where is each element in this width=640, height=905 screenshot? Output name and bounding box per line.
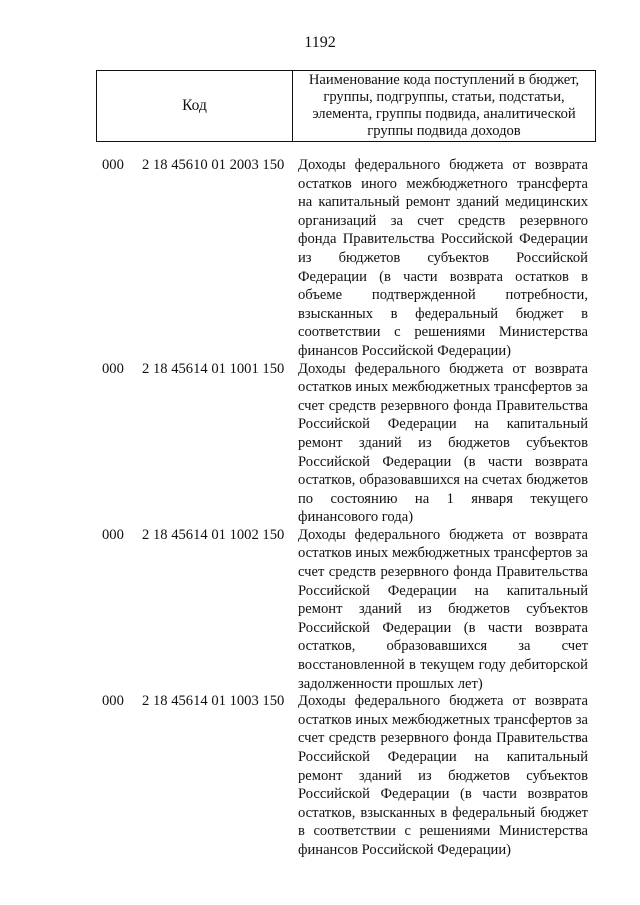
- description-line: остатков, образовавшихся за счет: [298, 638, 588, 655]
- description-line: из бюджетов субъектов Российской: [298, 249, 588, 266]
- description-line: остатков иных межбюджетных трансфертов за: [298, 711, 588, 728]
- description-line: Российской Федерации (в части возврата: [298, 619, 588, 636]
- revenue-description: [298, 526, 588, 693]
- description-line: Федерации (в части возврата остатков в: [298, 268, 588, 285]
- description-line: Российской Федерации на капитальный: [298, 749, 588, 765]
- admin-code: 000: [102, 693, 124, 710]
- admin-code: 000: [102, 157, 124, 173]
- description-line: остатков, взысканных в федеральный бюджет: [298, 804, 588, 821]
- description-line: ремонт зданий из бюджетов субъектов: [298, 767, 588, 784]
- description-line: Российской Федерации на капитальный: [298, 582, 588, 599]
- description-line: счет средств резервного фонда Правительства: [298, 397, 588, 414]
- description-line: финансов Российской Федерации): [298, 342, 512, 359]
- description-line: финансового года): [298, 509, 414, 526]
- table-row: [102, 526, 594, 693]
- description-line: остатков иного межбюджетного трансферта: [298, 175, 588, 192]
- description-line: финансов Российской Федерации): [298, 841, 512, 858]
- description-line: соответствии с решениями Министерства: [298, 324, 588, 341]
- table-row: [102, 360, 594, 527]
- page-number: 1192: [304, 34, 336, 51]
- description-line: остатков иных межбюджетных трансфертов за: [298, 379, 588, 396]
- description-line: Российской Федерации (в части возвратов: [298, 786, 588, 803]
- description-line: Российской Федерации на капитальный: [298, 416, 588, 433]
- description-line: счет средств резервного фонда Правительства: [298, 730, 588, 747]
- description-line: фонда Правительства Российской Федерации: [298, 231, 588, 248]
- header-code-column: Код: [97, 71, 293, 141]
- revenue-description: [298, 360, 588, 527]
- table-row: [102, 692, 594, 859]
- description-line: ремонт зданий из бюджетов субъектов: [298, 601, 588, 618]
- description-line: задолженности прошлых лет): [298, 675, 483, 692]
- description-line: организаций за счет средств резервного: [298, 212, 588, 229]
- table-body: [102, 156, 594, 860]
- revenue-code: 2 18 45614 01 1001 150: [142, 360, 285, 377]
- description-line: Российской Федерации (в части возврата: [298, 453, 588, 470]
- description-line: по состоянию на 1 января текущего: [298, 490, 588, 507]
- description-line: остатков иных межбюджетных трансфертов за: [298, 545, 588, 562]
- revenue-code: 2 18 45614 01 1003 150: [142, 693, 285, 710]
- description-line: Доходы федерального бюджета от возврата: [298, 526, 588, 543]
- table-row: [102, 156, 594, 361]
- description-line: взысканных в федеральный бюджет в: [298, 305, 588, 322]
- revenue-description: [298, 156, 588, 361]
- admin-code: 000: [102, 360, 124, 377]
- revenue-code: 2 18 45610 01 2003 150: [142, 157, 285, 173]
- description-line: Доходы федерального бюджета от возврата: [298, 693, 588, 710]
- description-line: остатков, образовавшихся на счетах бюджетов: [298, 472, 588, 489]
- description-line: на капитальный ремонт зданий медицинских: [298, 194, 588, 211]
- header-name-column: Наименование кода поступлений в бюджет, группы, подгруппы, статьи, подстатьи, элемента, группы подвида, аналитической группы подвида доходов: [308, 72, 580, 139]
- revenue-description: [298, 692, 588, 859]
- description-line: восстановленной в текущем году дебиторской: [298, 657, 588, 674]
- description-line: Доходы федерального бюджета от возврата: [298, 360, 588, 377]
- table-header: [96, 70, 596, 142]
- description-line: Доходы федерального бюджета от возврата: [298, 157, 588, 173]
- description-line: счет средств резервного фонда Правительства: [298, 564, 588, 581]
- revenue-code: 2 18 45614 01 1002 150: [142, 526, 285, 543]
- admin-code: 000: [102, 526, 124, 543]
- description-line: ремонт зданий из бюджетов субъектов: [298, 434, 588, 451]
- description-line: в соответствии с решениями Министерства: [298, 823, 588, 840]
- description-line: объеме подтвержденной потребности,: [298, 287, 588, 304]
